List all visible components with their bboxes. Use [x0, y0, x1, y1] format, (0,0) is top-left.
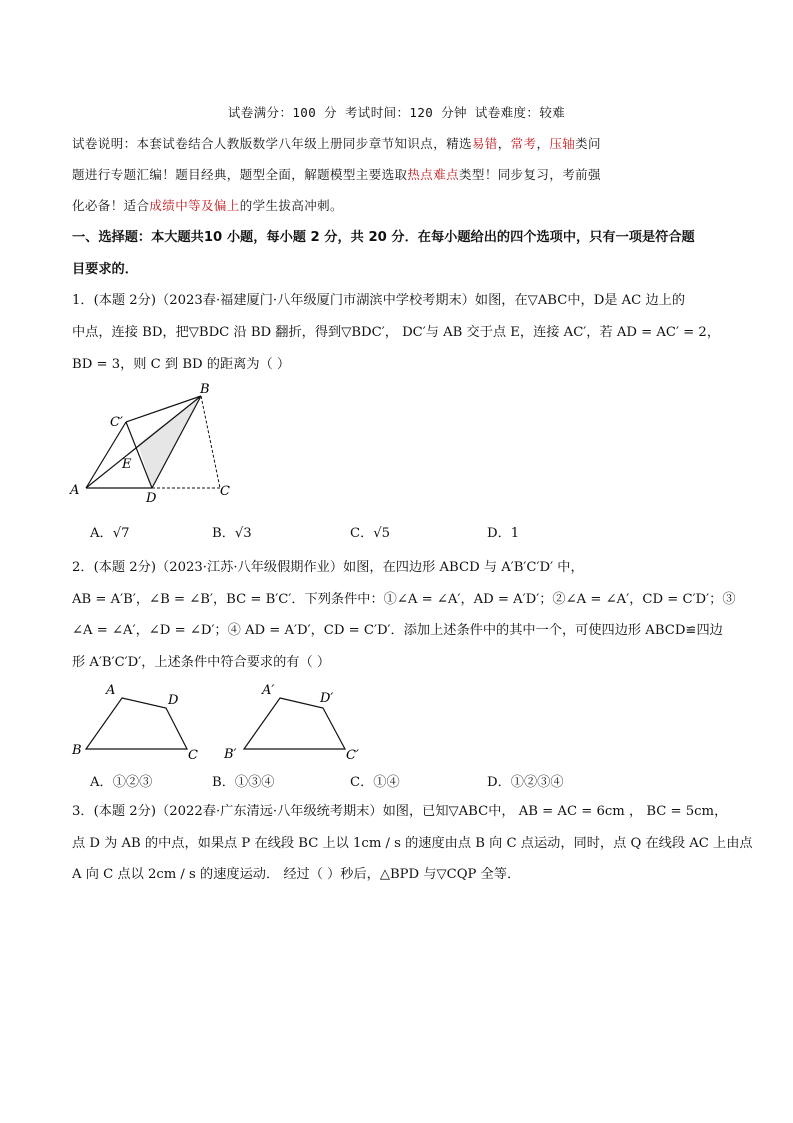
- label-B: B: [72, 743, 82, 758]
- label-C: C: [220, 484, 230, 499]
- label-A: A: [70, 483, 80, 498]
- label-A: A: [106, 683, 116, 698]
- highlight-yazhou: 压轴: [549, 136, 576, 151]
- intro-label: 试卷说明：本套试卷结合人教版数学八年级上册同步章节知识点，精选: [72, 136, 472, 151]
- q2-line-2: AB = A′B′，∠B = ∠B′，BC = B′C′．下列条件中：①∠A = ∠A′，AD = A′D′；②∠A = ∠A′，CD = C′D′；③: [72, 592, 736, 607]
- q3-line-2: 点 D 为 AB 的中点，如果点 P 在线段 BC 上以 1cm / s 的速度由点 B 向 C 点运动，同时，点 Q 在线段 AC 上由点: [72, 836, 753, 851]
- intro-line-2: [72, 165, 601, 185]
- q2-option-b[interactable]: B．①③④: [212, 775, 275, 790]
- q2-option-a[interactable]: A．①②③: [90, 775, 153, 790]
- label-D: D: [168, 693, 179, 708]
- highlight-changkao: 常考: [510, 136, 537, 151]
- label-Cprime: C′: [346, 748, 359, 763]
- segment-AC': [86, 422, 126, 488]
- label-Cprime: C′: [110, 415, 123, 430]
- q1-line-1: 1．(本题 2分)（2023春·福建厦门·八年级厦门市湖滨中学校考期末）如图，在▽ABC中，D是 AC 边上的: [72, 293, 686, 308]
- q2-option-c[interactable]: C．①④: [350, 775, 400, 790]
- q1-line-2: 中点，连接 BD，把▽BDC 沿 BD 翻折，得到▽BDC′， DC′与 AB 交于点 E，连接 AC′，若 AD = AC′ = 2，: [72, 325, 721, 340]
- q2-line-3: ∠A = ∠A′，∠D = ∠D′；④ AD = A′D′，CD = C′D′．添加上述条件中的其中一个，可使四边形 ABCD≌四边: [72, 623, 723, 638]
- q1-option-b[interactable]: B．√3: [212, 526, 252, 541]
- q2-figure: [64, 678, 384, 768]
- segment-AB: [86, 396, 201, 488]
- comma: ，: [497, 136, 511, 151]
- intro-text: 的学生拔高冲刺。: [239, 198, 343, 213]
- section-heading-cont: 目要求的．: [72, 262, 138, 277]
- q2-line-1: 2．(本题 2分)（2023·江苏·八年级假期作业）如图，在四边形 ABCD 与 A′B′C′D′ 中，: [72, 560, 584, 575]
- label-E: E: [122, 457, 132, 472]
- label-C: C: [188, 748, 198, 763]
- q3-line-1: 3．(本题 2分)（2022春·广东清远·八年级统考期末）如图，已知▽ABC中， AB = AC = 6cm ， BC = 5cm，: [72, 804, 728, 819]
- q3-line-3: A 向 C 点以 2cm / s 的速度运动． 经过（ ）秒后，△BPD 与▽CQP 全等．: [72, 867, 521, 882]
- dashed-BC: [201, 396, 220, 488]
- intro-text: 题进行专题汇编！题目经典，题型全面，解题模型主要选取: [72, 167, 408, 182]
- label-Bprime: B′: [224, 747, 237, 762]
- exam-meta: 试卷满分：100 分 考试时间：120 分钟 试卷难度：较难: [227, 105, 566, 120]
- section-heading: 一、选择题：本大题共10 小题，每小题 2 分，共 20 分．在每小题给出的四个选项中，只有一项是符合题: [72, 230, 695, 245]
- q2-line-4: 形 A′B′C′D′，上述条件中符合要求的有（ ）: [72, 655, 331, 670]
- q1-option-a[interactable]: A．√7: [90, 526, 130, 541]
- label-B: B: [200, 382, 210, 397]
- comma: ，: [536, 136, 550, 151]
- label-D: D: [146, 491, 157, 506]
- highlight-redian: 热点难点: [407, 167, 460, 182]
- highlight-target: 成绩中等及偏上: [149, 198, 240, 213]
- q1-figure: [60, 382, 250, 507]
- intro-line-3: [72, 196, 343, 216]
- highlight-yicuo: 易错: [471, 136, 498, 151]
- q2-option-d[interactable]: D．①②③④: [487, 775, 564, 790]
- q1-line-3: BD = 3，则 C 到 BD 的距离为（ ）: [72, 357, 291, 372]
- q1-option-d[interactable]: D．1: [487, 526, 520, 541]
- shaded-triangle: [138, 396, 201, 488]
- label-Dprime: D′: [320, 691, 334, 706]
- q1-option-c[interactable]: C．√5: [350, 526, 391, 541]
- intro-text: 类型！同步复习，考前强: [459, 167, 601, 182]
- label-Aprime: A′: [262, 683, 275, 698]
- intro-text: 化必备！适合: [72, 198, 150, 213]
- intro-text: 类问: [575, 136, 601, 151]
- intro-line-1: [72, 134, 601, 154]
